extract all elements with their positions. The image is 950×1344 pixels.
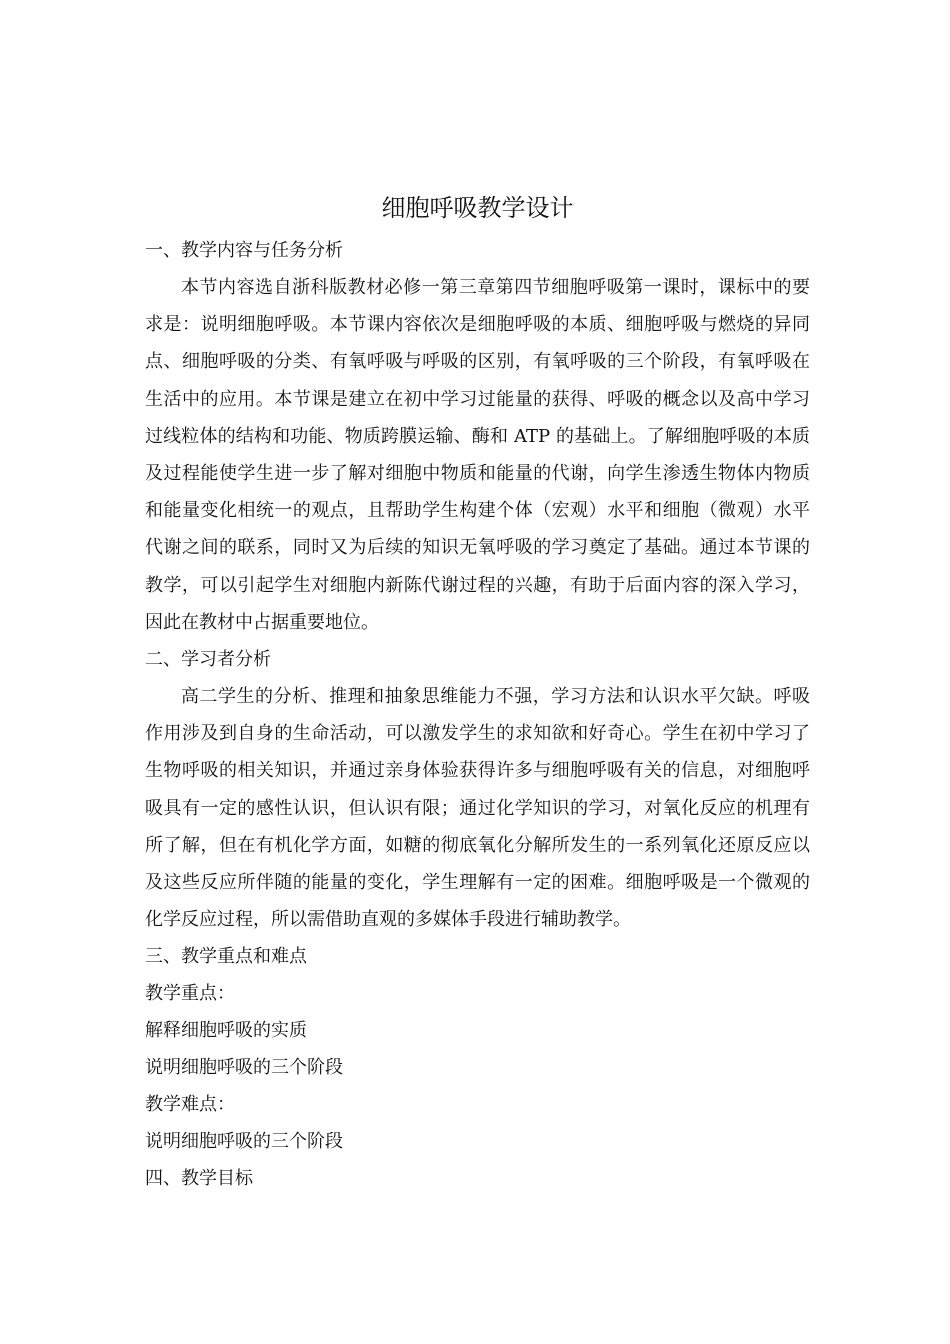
key-point-item: 解释细胞呼吸的实质: [145, 1020, 307, 1042]
paragraph-learner-analysis: 高二学生的分析、推理和抽象思维能力不强，学习方法和认识水平欠缺。呼吸作用涉及到自身的生命活动，可以激发学生的求知欲和好奇心。学生在初中学习了生物呼吸的相关知识，并通过亲身体验获得许多与细胞呼吸有关的信息，对细胞呼吸具有一定的感性认识，但认识有限；通过化学知识的学习，对氧化反应的机理有所了解，但在有机化学方面，如糖的彻底氧化分解所发生的一系列氧化还原反应以及这些反应所伴随的能量的变化，学生理解有一定的困难。细胞呼吸是一个微观的化学反应过程，所以需借助直观的多媒体手段进行辅助教学。: [145, 686, 810, 931]
key-point-item: 说明细胞呼吸的三个阶段: [145, 1057, 343, 1079]
document-page: [145, 188, 810, 1197]
document-title: 细胞呼吸教学设计: [381, 194, 574, 222]
difficulty-item: 说明细胞呼吸的三个阶段: [145, 1131, 343, 1153]
section-heading-key-points: 三、教学重点和难点: [145, 946, 307, 968]
section-heading-content-analysis: 一、教学内容与任务分析: [145, 240, 343, 261]
difficulties-label: 教学难点：: [145, 1094, 235, 1116]
section-heading-teaching-goals: 四、教学目标: [145, 1168, 253, 1190]
key-points-label: 教学重点：: [145, 983, 235, 1005]
paragraph-content-analysis: 本节内容选自浙科版教材必修一第三章第四节细胞呼吸第一课时，课标中的要求是：说明细胞呼吸。本节课内容依次是细胞呼吸的本质、细胞呼吸与燃烧的异同点、细胞呼吸的分类、有氧呼吸与呼吸的区别，有氧呼吸的三个阶段，有氧呼吸在生活中的应用。本节课是建立在初中学习过能量的获得、呼吸的概念以及高中学习过线粒体的结构和功能、物质跨膜运输、酶和 ATP 的基础上。了解细胞呼吸的本质及过程能使学生进一步了解对细胞中物质和能量的代谢，向学生渗透生物体内物质和能量变化相统一的观点，且帮助学生构建个体（宏观）水平和细胞（微观）水平代谢之间的联系，同时又为后续的知识无氧呼吸的学习奠定了基础。通过本节课的教学，可以引起学生对细胞内新陈代谢过程的兴趣，有助于后面内容的深入学习，因此在教材中占据重要地位。: [145, 277, 810, 633]
section-heading-learner-analysis: 二、学习者分析: [145, 649, 271, 671]
